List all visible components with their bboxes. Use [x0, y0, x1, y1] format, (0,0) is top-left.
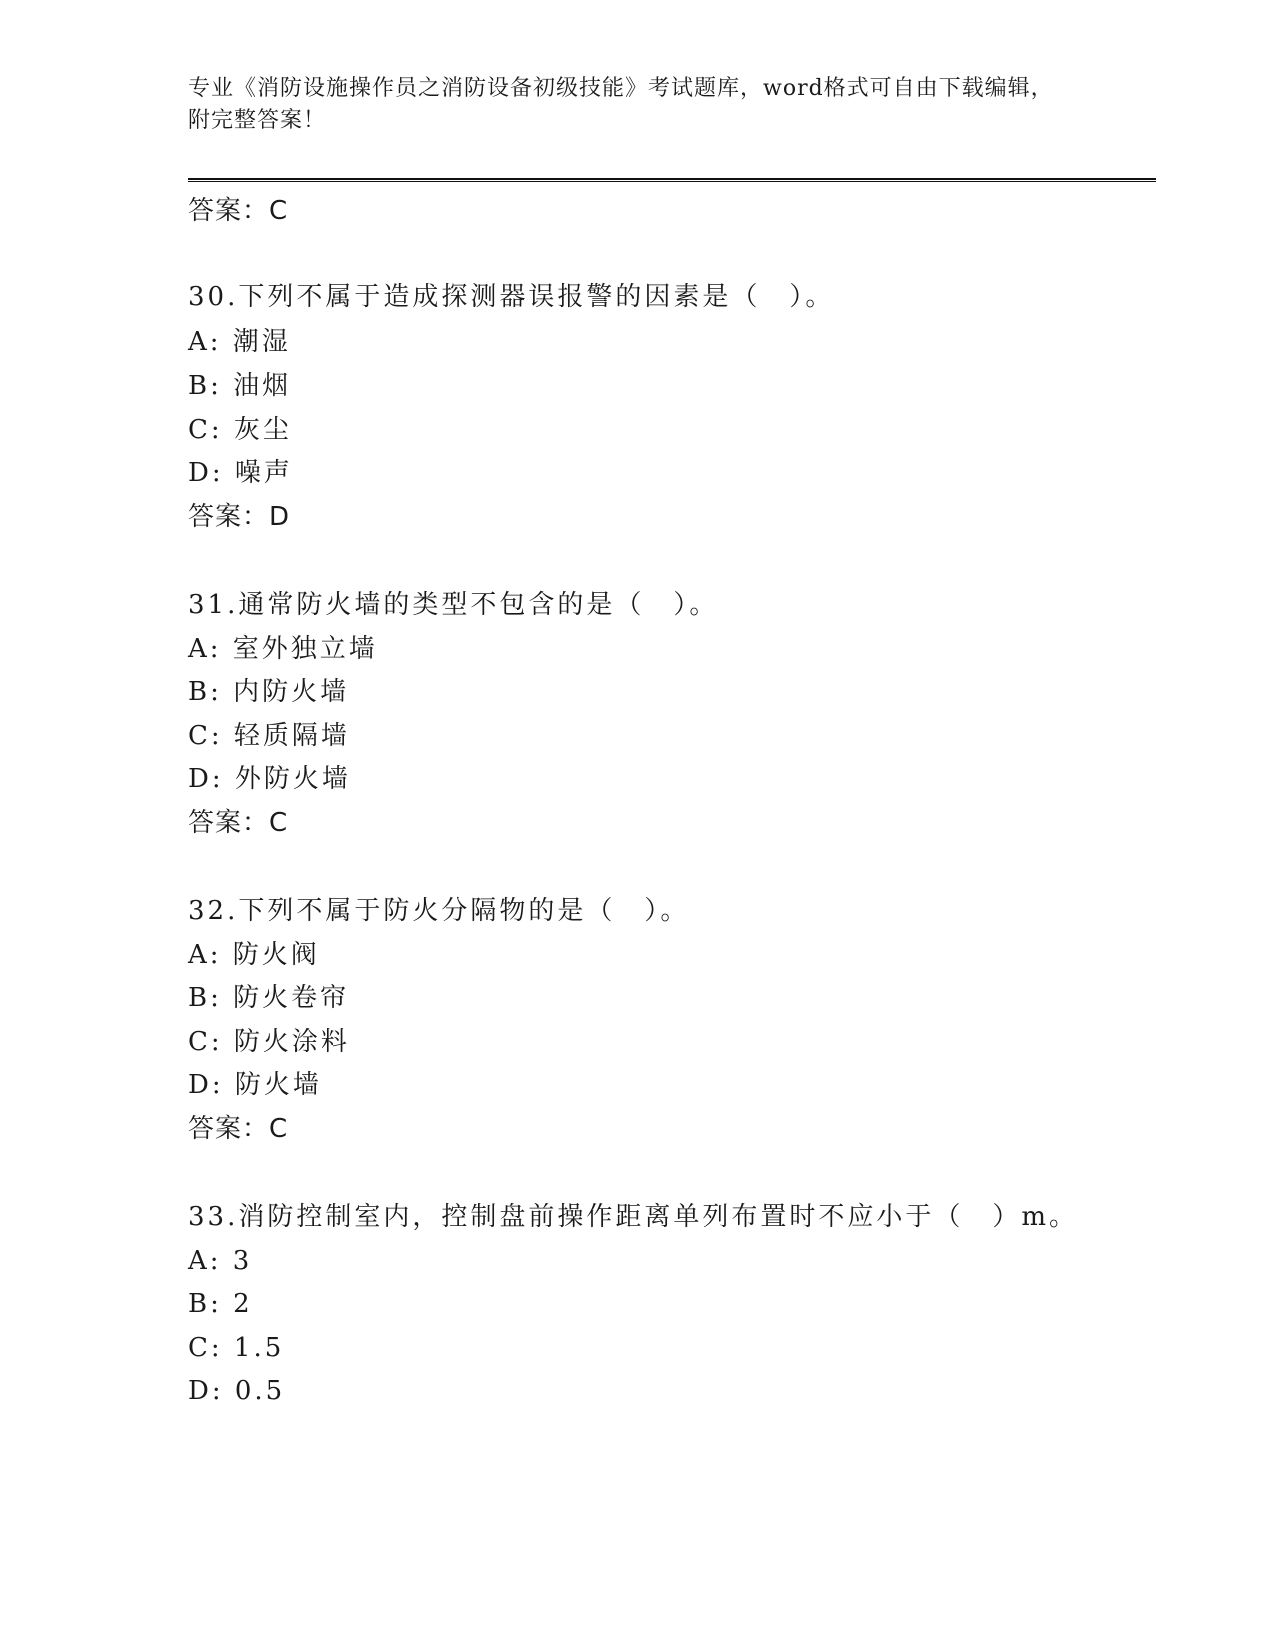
question-33-option-b: B: 2 [188, 1289, 253, 1319]
question-33-option-a: A: 3 [188, 1246, 253, 1276]
question-31-option-b: B: 内防火墙 [188, 677, 350, 707]
question-31-stem: 31.通常防火墙的类型不包含的是（ ）。 [188, 590, 719, 620]
question-30-answer: 答案：D [188, 502, 291, 532]
question-30-option-c: C: 灰尘 [188, 415, 292, 445]
document-header: 专业《消防设施操作员之消防设备初级技能》考试题库，word格式可自由下载编辑，附完整答案！ [188, 76, 1054, 133]
question-32-answer: 答案：C [188, 1114, 289, 1144]
previous-answer: 答案：C [188, 196, 289, 226]
question-30-option-b: B: 油烟 [188, 371, 292, 401]
question-31-option-d: D: 外防火墙 [188, 764, 351, 794]
question-32-option-d: D: 防火墙 [188, 1070, 322, 1100]
question-33-stem: 33.消防控制室内，控制盘前操作距离单列布置时不应小于（ ）m。 [188, 1202, 1079, 1232]
question-30-stem: 30.下列不属于造成探测器误报警的因素是（ ）。 [188, 282, 835, 312]
question-31-option-c: C: 轻质隔墙 [188, 721, 350, 751]
question-32-stem: 32.下列不属于防火分隔物的是（ ）。 [188, 896, 690, 926]
question-31-option-a: A: 室外独立墙 [188, 634, 378, 664]
question-30-option-a: A: 潮湿 [188, 327, 291, 357]
question-31-answer: 答案：C [188, 808, 289, 838]
question-33-option-c: C: 1.5 [188, 1333, 285, 1363]
question-30-option-d: D: 噪声 [188, 458, 293, 488]
question-32-option-c: C: 防火涂料 [188, 1027, 350, 1057]
question-33-option-d: D: 0.5 [188, 1376, 286, 1406]
question-32-option-a: A: 防火阀 [188, 940, 320, 970]
header-divider [188, 178, 1156, 182]
question-32-option-b: B: 防火卷帘 [188, 983, 350, 1013]
